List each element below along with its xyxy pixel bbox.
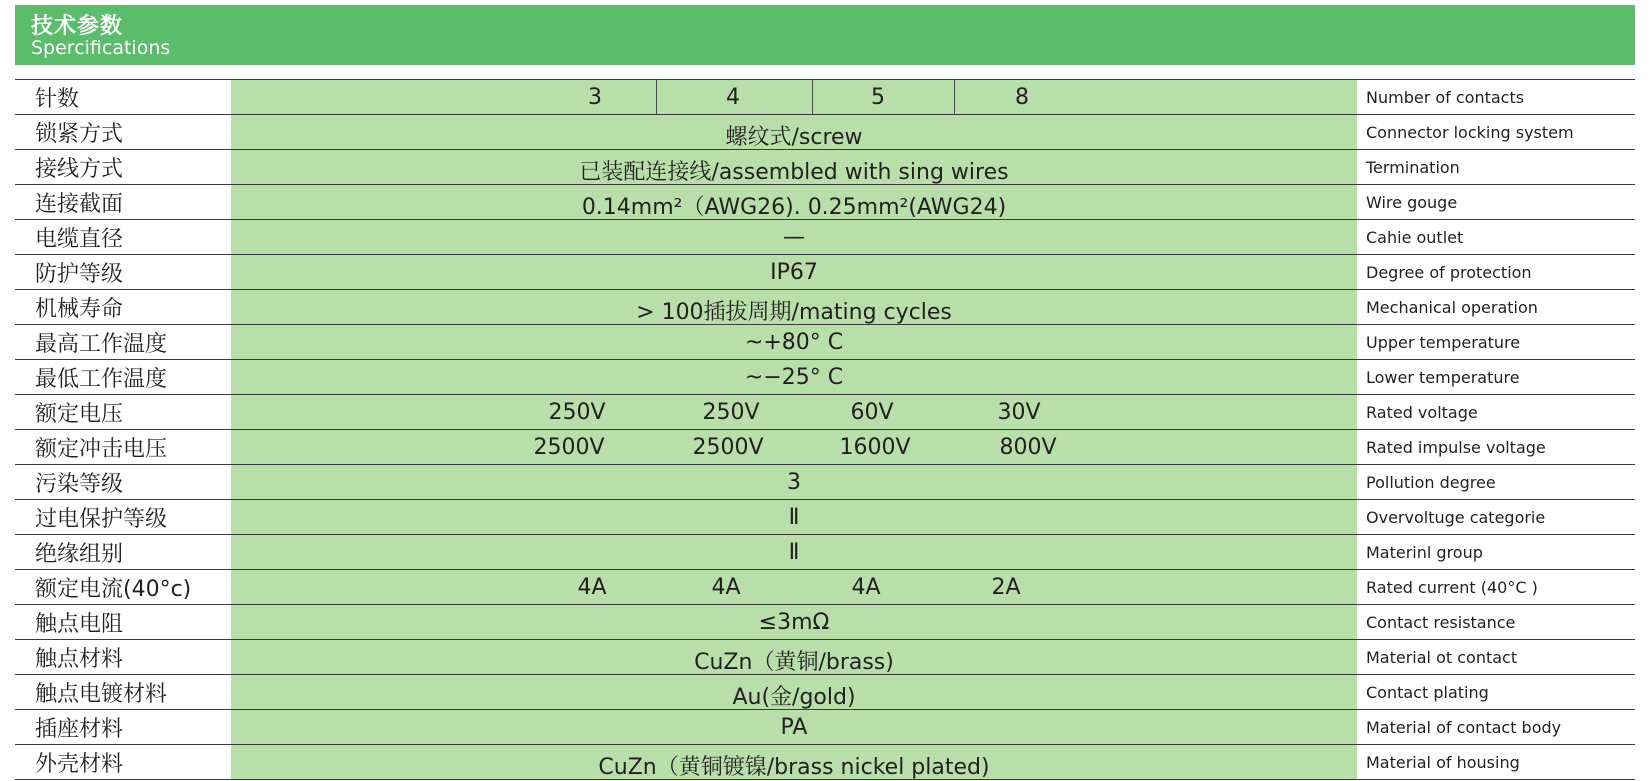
row-label-en: Rated voltage <box>1366 403 1478 422</box>
spec-row <box>15 254 1635 289</box>
row-value-cell <box>231 220 1357 254</box>
row-label-en: Pollution degree <box>1366 473 1496 492</box>
column-divider <box>954 80 955 114</box>
header-title-en: Spercifications <box>31 37 171 59</box>
row-value: 已装配连接线/assembled with sing wires <box>579 160 1009 185</box>
row-label-cn: 额定电流(40°c) <box>35 577 192 602</box>
row-label-en: Rated current (40°C ) <box>1366 578 1538 597</box>
row-value: PA <box>780 715 808 740</box>
row-label-en: Material ot contact <box>1366 648 1518 667</box>
spec-row <box>15 429 1635 464</box>
row-value: 2A <box>991 575 1021 600</box>
row-value: > 100插拔周期/mating cycles <box>636 300 952 325</box>
spec-row <box>15 219 1635 254</box>
row-value-cell <box>231 535 1357 569</box>
row-label-en: Termination <box>1366 158 1460 177</box>
row-label-cn: 过电保护等级 <box>35 507 168 532</box>
row-value-cell <box>231 290 1357 324</box>
row-label-cn: 连接截面 <box>35 192 124 217</box>
row-label-en: Contact resistance <box>1366 613 1516 632</box>
row-value-cell <box>231 430 1357 464</box>
header-title-cn: 技术参数 <box>31 14 124 39</box>
row-label-en: Contact plating <box>1366 683 1489 702</box>
row-value-cell <box>231 80 1357 114</box>
row-label-cn: 针数 <box>35 87 80 112</box>
row-value-cell <box>231 745 1357 779</box>
spec-row <box>15 604 1635 639</box>
row-value-cell <box>231 570 1357 604</box>
row-value: 250V <box>702 400 760 425</box>
row-value: 螺纹式/screw <box>725 125 863 150</box>
spec-row <box>15 639 1635 674</box>
spec-header <box>15 5 1635 65</box>
row-value-cell <box>231 255 1357 289</box>
row-label-en: Upper temperature <box>1366 333 1521 352</box>
column-divider <box>812 80 813 114</box>
row-value-cell <box>231 115 1357 149</box>
row-label-cn: 防护等级 <box>35 262 124 287</box>
row-label-en: Material of contact body <box>1366 718 1562 737</box>
row-value: 60V <box>850 400 894 425</box>
row-value-cell <box>231 395 1357 429</box>
row-label-en: Materinl group <box>1366 543 1483 562</box>
row-value: CuZn（黄铜镀镍/brass nickel plated) <box>598 755 990 780</box>
row-label-en: Wire gouge <box>1366 193 1458 212</box>
spec-row <box>15 534 1635 569</box>
row-label-en: Connector locking system <box>1366 123 1574 142</box>
spec-row <box>15 184 1635 219</box>
row-value: 4 <box>726 85 740 110</box>
row-value: 800V <box>999 435 1057 460</box>
spec-row <box>15 324 1635 359</box>
row-value: 2500V <box>533 435 605 460</box>
row-value: ≤3mΩ <box>758 610 830 635</box>
row-value-cell <box>231 710 1357 744</box>
row-label-cn: 锁紧方式 <box>35 122 124 147</box>
row-value: 1600V <box>839 435 911 460</box>
row-label-cn: 最低工作温度 <box>35 367 168 392</box>
row-label-cn: 绝缘组别 <box>35 542 124 567</box>
row-label-cn: 最高工作温度 <box>35 332 168 357</box>
row-label-cn: 污染等级 <box>35 472 124 497</box>
spec-row <box>15 674 1635 709</box>
row-value: CuZn（黄铜/brass) <box>694 650 894 675</box>
spec-row <box>15 394 1635 429</box>
row-value: IP67 <box>770 260 818 285</box>
spec-row <box>15 149 1635 184</box>
row-label-cn: 触点电阻 <box>35 612 124 637</box>
row-value: — <box>783 225 805 250</box>
row-value: Ⅱ <box>788 505 800 530</box>
spec-row <box>15 79 1635 114</box>
row-value-cell <box>231 465 1357 499</box>
row-label-en: Mechanical operation <box>1366 298 1538 317</box>
row-label-cn: 电缆直径 <box>35 227 124 252</box>
row-value: Ⅱ <box>788 540 800 565</box>
row-label-en: Cahie outlet <box>1366 228 1464 247</box>
row-label-cn: 触点材料 <box>35 647 124 672</box>
row-label-en: Degree of protection <box>1366 263 1532 282</box>
row-label-en: Overvoltuge categorie <box>1366 508 1546 527</box>
row-value: 250V <box>548 400 606 425</box>
row-label-en: Material of housing <box>1366 753 1520 772</box>
row-value-cell <box>231 360 1357 394</box>
row-label-en: Number of contacts <box>1366 88 1525 107</box>
row-value: 8 <box>1015 85 1029 110</box>
row-value-cell <box>231 675 1357 709</box>
row-label-cn: 额定冲击电压 <box>35 437 168 462</box>
row-value: 30V <box>997 400 1041 425</box>
row-label-cn: 触点电镀材料 <box>35 682 168 707</box>
spec-row <box>15 289 1635 324</box>
row-label-en: Lower temperature <box>1366 368 1520 387</box>
spec-table <box>15 79 1635 780</box>
spec-row <box>15 464 1635 499</box>
row-label-cn: 插座材料 <box>35 717 124 742</box>
row-value: 4A <box>851 575 881 600</box>
row-value: 3 <box>588 85 602 110</box>
row-value-cell <box>231 185 1357 219</box>
row-label-cn: 机械寿命 <box>35 297 124 322</box>
row-label-en: Rated impulse voltage <box>1366 438 1546 457</box>
row-label-cn: 接线方式 <box>35 157 124 182</box>
row-value: ~−25° C <box>744 365 844 390</box>
row-label-cn: 额定电压 <box>35 402 124 427</box>
row-value-cell <box>231 640 1357 674</box>
spec-row <box>15 569 1635 604</box>
row-value-cell <box>231 500 1357 534</box>
row-value: 4A <box>577 575 607 600</box>
row-value: 3 <box>787 470 801 495</box>
spec-row <box>15 499 1635 534</box>
row-value-cell <box>231 150 1357 184</box>
spec-row <box>15 359 1635 394</box>
spec-row <box>15 709 1635 744</box>
row-label-cn: 外壳材料 <box>35 752 124 777</box>
row-value: 5 <box>871 85 885 110</box>
column-divider <box>656 80 657 114</box>
row-value: Au(金/gold) <box>732 685 856 710</box>
row-value-cell <box>231 325 1357 359</box>
row-value: 2500V <box>692 435 764 460</box>
spec-row <box>15 114 1635 149</box>
row-value-cell <box>231 605 1357 639</box>
row-value: 4A <box>711 575 741 600</box>
row-value: ~+80° C <box>744 330 844 355</box>
spec-row <box>15 744 1635 780</box>
row-value: 0.14mm²（AWG26). 0.25mm²(AWG24) <box>581 195 1007 220</box>
